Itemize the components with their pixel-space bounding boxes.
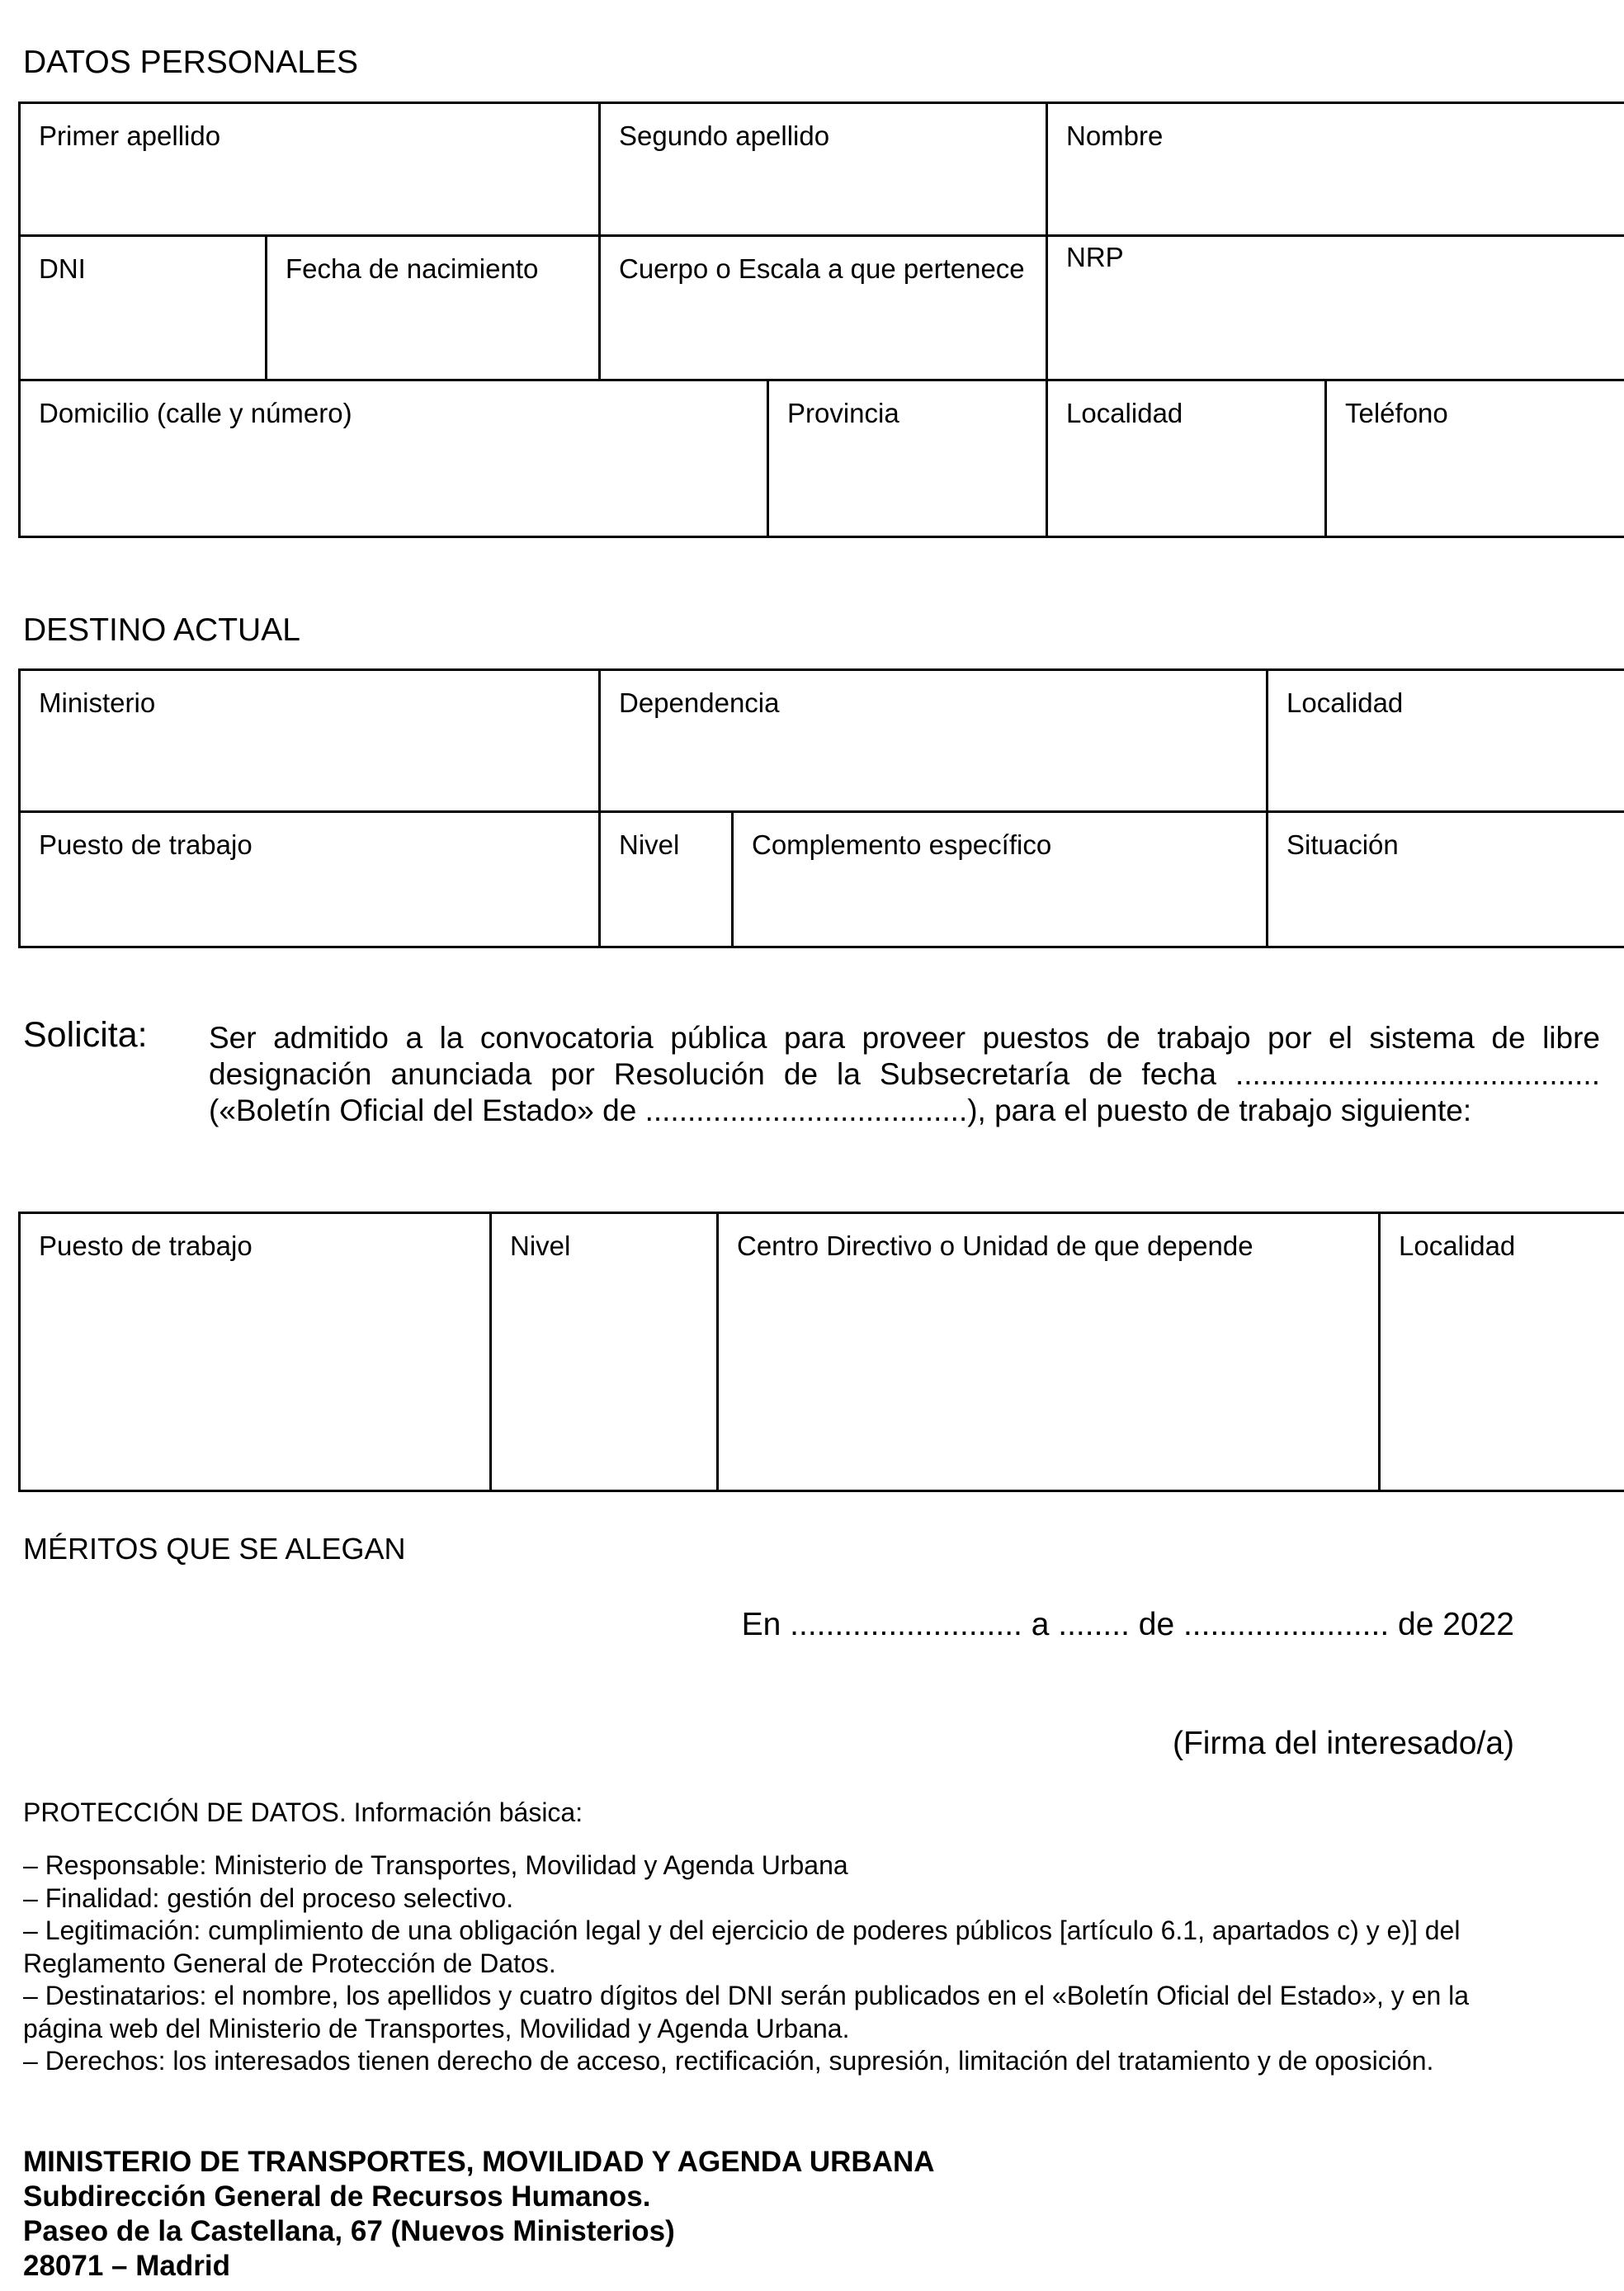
proteccion-title: PROTECCIÓN DE DATOS. Información básica: bbox=[23, 1797, 583, 1827]
label-localidad-solicitada: Localidad bbox=[1399, 1231, 1516, 1261]
label-situacion: Situación bbox=[1286, 829, 1399, 860]
field-telefono[interactable] bbox=[1326, 380, 1624, 537]
field-complemento[interactable] bbox=[733, 812, 1268, 947]
field-puesto-solicitado[interactable] bbox=[20, 1213, 491, 1491]
label-dependencia: Dependencia bbox=[619, 687, 780, 718]
label-localidad: Localidad bbox=[1066, 398, 1183, 428]
label-telefono: Teléfono bbox=[1345, 398, 1448, 428]
firma-label: (Firma del interesado/a) bbox=[1173, 1726, 1514, 1761]
field-segundo-apellido[interactable] bbox=[600, 103, 1047, 236]
label-destino-localidad: Localidad bbox=[1286, 687, 1404, 718]
label-nivel-actual: Nivel bbox=[619, 829, 680, 860]
label-ministerio: Ministerio bbox=[39, 687, 156, 718]
puesto-solicitado-table bbox=[18, 1212, 1624, 1492]
proteccion-derechos: – Derechos: los interesados tienen derecho de acceso, rectificación, supresión, limitación del tratamiento y de oposición. bbox=[23, 2046, 1434, 2076]
field-fecha-nacimiento[interactable] bbox=[267, 236, 600, 380]
field-ministerio[interactable] bbox=[20, 670, 600, 812]
label-provincia: Provincia bbox=[787, 398, 899, 428]
meritos-heading: MÉRITOS QUE SE ALEGAN bbox=[23, 1532, 406, 1566]
solicita-text: Ser admitido a la convocatoria pública para proveer puestos de trabajo por el sistema de libre designación anunciada por Resolución de la Subsecretaría de fecha ........................................... («Boletín Oficial del Estado» de ......................................), para el puesto de trabajo siguiente: bbox=[209, 1021, 1600, 1127]
field-dni[interactable] bbox=[20, 236, 267, 380]
field-domicilio[interactable] bbox=[20, 380, 768, 537]
field-localidad-solicitada[interactable] bbox=[1380, 1213, 1624, 1491]
field-primer-apellido[interactable] bbox=[20, 103, 600, 236]
field-nrp[interactable] bbox=[1047, 236, 1624, 380]
label-domicilio: Domicilio (calle y número) bbox=[39, 398, 352, 428]
proteccion-list bbox=[23, 1849, 1533, 2078]
proteccion-legitimacion: – Legitimación: cumplimiento de una obligación legal y del ejercicio de poderes públicos [artículo 6.1, apartados c) y e)] del Reglamento General de Protección de Datos. bbox=[23, 1915, 1461, 1978]
field-dependencia[interactable] bbox=[600, 670, 1268, 812]
fecha-line[interactable]: En .......................... a ........ de ....................... de 2022 bbox=[741, 1607, 1514, 1642]
address-street: Paseo de la Castellana, 67 (Nuevos Ministerios) bbox=[23, 2215, 675, 2247]
address-block bbox=[23, 2145, 935, 2284]
destino-actual-table bbox=[18, 668, 1624, 948]
address-postal: 28071 – Madrid bbox=[23, 2250, 230, 2282]
field-nivel-actual[interactable] bbox=[600, 812, 733, 947]
proteccion-finalidad: – Finalidad: gestión del proceso selectivo. bbox=[23, 1882, 514, 1913]
field-centro-directivo[interactable] bbox=[718, 1213, 1380, 1491]
proteccion-responsable: – Responsable: Ministerio de Transportes, Movilidad y Agenda Urbana bbox=[23, 1850, 848, 1880]
datos-personales-table bbox=[18, 102, 1624, 538]
label-puesto-solicitado: Puesto de trabajo bbox=[39, 1231, 253, 1261]
label-fecha-nacimiento: Fecha de nacimiento bbox=[286, 253, 539, 284]
label-primer-apellido: Primer apellido bbox=[39, 120, 221, 151]
address-subdireccion: Subdirección General de Recursos Humanos. bbox=[23, 2180, 651, 2213]
label-dni: DNI bbox=[39, 253, 86, 284]
address-ministerio: MINISTERIO DE TRANSPORTES, MOVILIDAD Y AGENDA URBANA bbox=[23, 2146, 935, 2178]
label-nombre: Nombre bbox=[1066, 120, 1164, 151]
field-nombre[interactable] bbox=[1047, 103, 1624, 236]
proteccion-destinatarios: – Destinatarios: el nombre, los apellidos y cuatro dígitos del DNI serán publicados en el «Boletín Oficial del Estado», y en la página web del Ministerio de Transportes, Movilidad y Agenda Urbana. bbox=[23, 1981, 1470, 2043]
field-nivel-solicitado[interactable] bbox=[491, 1213, 718, 1491]
label-complemento: Complemento específico bbox=[752, 829, 1052, 860]
label-nrp: NRP bbox=[1066, 242, 1124, 272]
field-provincia[interactable] bbox=[768, 380, 1047, 537]
section-title-datos-personales: DATOS PERSONALES bbox=[23, 45, 359, 80]
field-destino-localidad[interactable] bbox=[1268, 670, 1624, 812]
label-nivel-solicitado: Nivel bbox=[510, 1231, 571, 1261]
label-segundo-apellido: Segundo apellido bbox=[619, 120, 830, 151]
label-cuerpo: Cuerpo o Escala a que pertenece bbox=[619, 253, 1025, 284]
label-puesto-actual: Puesto de trabajo bbox=[39, 829, 253, 860]
label-centro-directivo: Centro Directivo o Unidad de que depende bbox=[737, 1231, 1253, 1261]
field-localidad[interactable] bbox=[1047, 380, 1326, 537]
solicita-label: Solicita: bbox=[23, 1015, 148, 1055]
field-situacion[interactable] bbox=[1268, 812, 1624, 947]
section-title-destino-actual: DESTINO ACTUAL bbox=[23, 612, 300, 648]
field-cuerpo[interactable] bbox=[600, 236, 1047, 380]
field-puesto-actual[interactable] bbox=[20, 812, 600, 947]
